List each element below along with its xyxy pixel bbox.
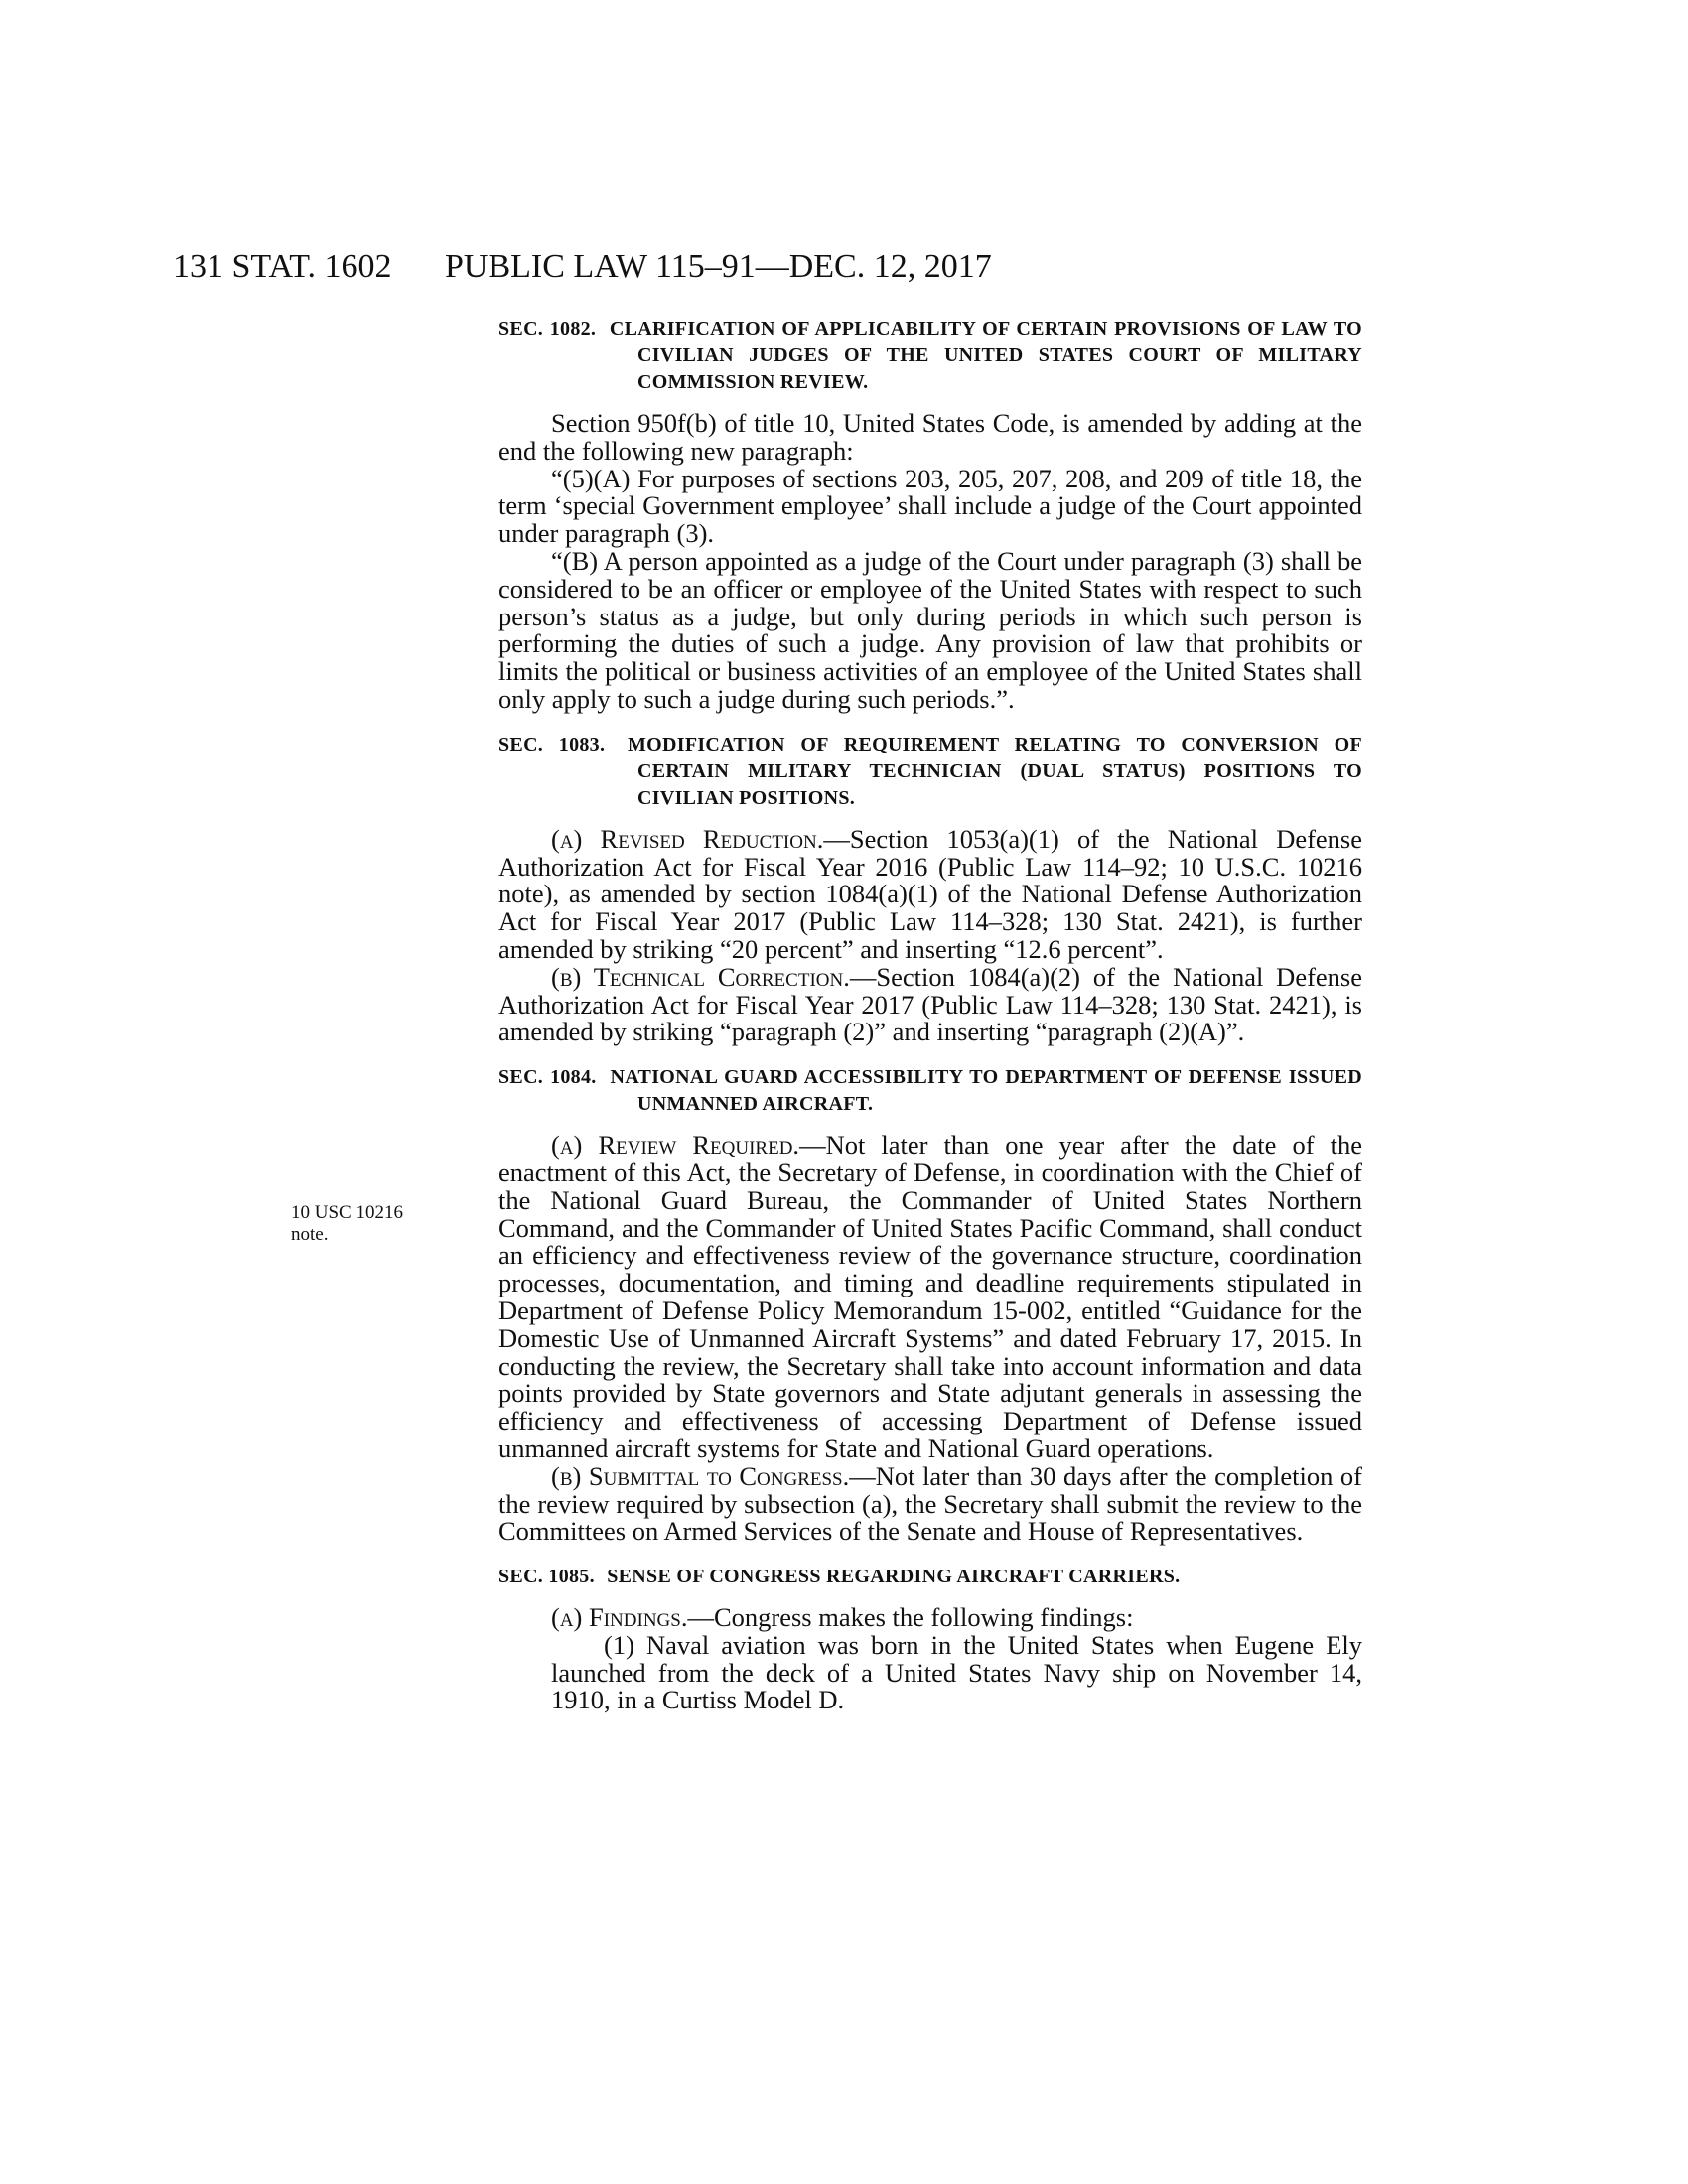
- paragraph: Section 950f(b) of title 10, United States Code, is amended by adding at the end the following new paragraph:: [498, 408, 1362, 466]
- subsection-caption: (b) Technical Correction.: [551, 961, 850, 992]
- section-title: SENSE OF CONGRESS REGARDING AIRCRAFT CARRIERS.: [607, 1566, 1181, 1588]
- section-label: SEC. 1083.: [498, 733, 606, 755]
- finding-paragraph: (1) Naval aviation was born in the United States when Eugene Ely launched from the deck of a United States Navy ship on November 14, 1910, in a Curtiss Model D.: [551, 1629, 1362, 1715]
- subsection-caption: (a) Review Required.: [551, 1130, 800, 1160]
- paragraph: “(5)(A) For purposes of sections 203, 205, 207, 208, and 209 of title 18, the term ‘special Government employee’ shall include a judge of the Court appointed under paragraph (3).: [498, 463, 1362, 549]
- section-label: SEC. 1085.: [498, 1566, 595, 1588]
- subsection-caption: (a) Revised Reduction.: [551, 823, 824, 854]
- section-1082: [498, 316, 1362, 714]
- section-title: MODIFICATION OF REQUIREMENT RELATING TO CONVERSION OF CERTAIN MILITARY TECHNICIAN (DUAL STATUS) POSITIONS TO CIVILIAN POSITIONS.: [627, 733, 1362, 809]
- margin-note-line: 10 USC 10216: [291, 1202, 403, 1223]
- section-1085: [498, 1564, 1362, 1714]
- section-title: NATIONAL GUARD ACCESSIBILITY TO DEPARTMENT OF DEFENSE ISSUED UNMANNED AIRCRAFT.: [610, 1066, 1362, 1116]
- section-body: [498, 1604, 1362, 1714]
- section-body: [498, 410, 1362, 714]
- section-body: [498, 823, 1362, 1047]
- running-title: PUBLIC LAW 115–91—DEC. 12, 2017: [445, 248, 992, 285]
- section-heading: [498, 1564, 1362, 1590]
- section-1084: [498, 1064, 1362, 1546]
- subsection-paragraph: [498, 961, 1362, 1047]
- subsection-text: —Congress makes the following findings:: [687, 1602, 1134, 1633]
- body-column: [498, 316, 1362, 1732]
- subsection-paragraph: [498, 823, 1362, 964]
- section-title: CLARIFICATION OF APPLICABILITY OF CERTAIN PROVISIONS OF LAW TO CIVILIAN JUDGES OF THE UNITED STATES COURT OF MILITARY COMMISSION REVIEW.: [609, 318, 1362, 393]
- running-header: [0, 243, 1688, 291]
- subsection-paragraph: [498, 1132, 1362, 1463]
- subsection-caption: (a) Findings.: [551, 1602, 688, 1633]
- margin-note: [291, 1202, 470, 1246]
- subsection-paragraph: [498, 1604, 1362, 1632]
- section-heading: [498, 316, 1362, 396]
- subsection-text: —Section 1053(a)(1) of the National Defense Authorization Act for Fiscal Year 2016 (Public Law 114–92; 10 U.S.C. 10216 note), as amended by section 1084(a)(1) of the National Defense Authorization Act for Fiscal Year 2017 (Public Law 114–328; 130 Stat. 2421), is further amended by striking “20 percent” and inserting “12.6 percent”.: [498, 823, 1362, 964]
- margin-note-line: note.: [291, 1224, 329, 1245]
- subsection-text: —Not later than one year after the date of the enactment of this Act, the Secretary of Defense, in coordination with the Chief of the National Guard Bureau, the Commander of United States Northern Command, and the Commander of United States Pacific Command, shall conduct an efficiency and effectiveness review of the governance structure, coordination processes, documentation, and timing and deadline requirements stipulated in Department of Defense Policy Memorandum 15-002, entitled “Guidance for the Domestic Use of Unmanned Aircraft Systems” and dated February 17, 2015. In conducting the review, the Secretary shall take into account information and data points provided by State governors and State adjutant generals in assessing the efficiency and effectiveness of accessing Department of Defense issued unmanned aircraft systems for State and National Guard operations.: [498, 1130, 1362, 1463]
- subsection-caption: (b) Submittal to Congress.: [551, 1460, 850, 1491]
- paragraph: “(B) A person appointed as a judge of the Court under paragraph (3) shall be considered to be an officer or employee of the United States with respect to such person’s status as a judge, but only during periods in which such person is performing the duties of such a judge. Any provision of law that prohibits or limits the political or business activities of an employee of the United States shall only apply to such a judge during such periods.”.: [498, 545, 1362, 714]
- section-label: SEC. 1082.: [498, 318, 597, 340]
- subsection-text: —Section 1084(a)(2) of the National Defense Authorization Act for Fiscal Year 2017 (Public Law 114–328; 130 Stat. 2421), is amended by striking “paragraph (2)” and inserting “paragraph (2)(A)”.: [498, 961, 1362, 1047]
- section-heading: [498, 1064, 1362, 1118]
- section-label: SEC. 1084.: [498, 1066, 597, 1089]
- subsection-text: —Not later than 30 days after the completion of the review required by subsection (a), the Secretary shall submit the review to the Committees on Armed Services of the Senate and House of Representatives.: [498, 1460, 1362, 1547]
- section-body: [498, 1132, 1362, 1546]
- page-number: 131 STAT. 1602: [173, 248, 392, 285]
- section-1083: [498, 732, 1362, 1046]
- subsection-paragraph: [498, 1460, 1362, 1547]
- section-heading: [498, 732, 1362, 812]
